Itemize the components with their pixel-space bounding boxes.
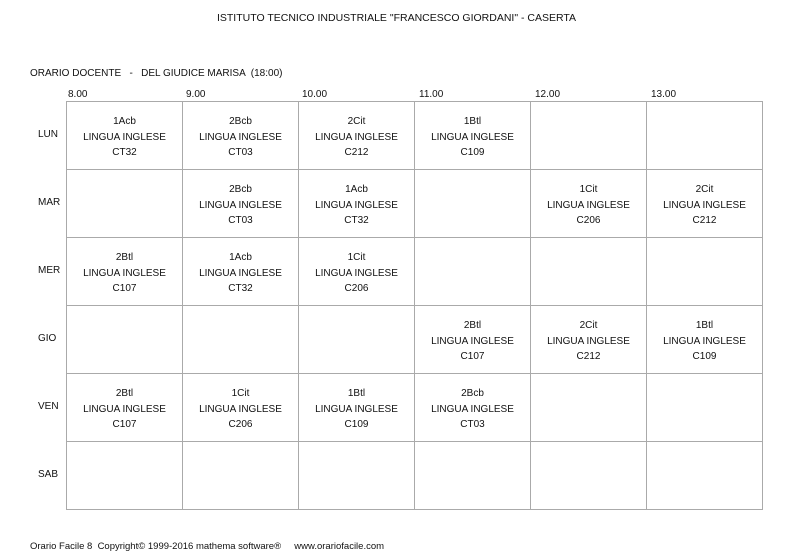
lesson-room: C107 (112, 283, 137, 294)
lesson-room: CT32 (112, 147, 137, 158)
lesson-subject: LINGUA INGLESE (199, 199, 282, 211)
lesson-cell (183, 102, 299, 170)
lesson-subject: LINGUA INGLESE (83, 131, 166, 143)
day-label: SAB (38, 469, 59, 480)
lesson-cell (183, 238, 299, 306)
lesson-cell (67, 238, 183, 306)
lesson-cell (67, 102, 183, 170)
lesson-cell (647, 170, 763, 238)
lesson-class: 2Bcb (229, 116, 252, 127)
lesson-class: 2Btl (463, 320, 482, 331)
time-header: 8.00 (68, 89, 88, 100)
empty-cell (299, 442, 415, 510)
timetable-grid (66, 101, 763, 510)
lesson-content (647, 306, 762, 365)
lesson-class: 1Btl (463, 116, 482, 127)
lesson-room: C212 (576, 351, 601, 362)
empty-cell (415, 170, 531, 238)
lesson-class: 2Cit (347, 116, 366, 127)
lesson-cell (415, 102, 531, 170)
lesson-class: 1Cit (579, 184, 598, 195)
lesson-class: 1Acb (113, 116, 136, 127)
lesson-content (299, 374, 414, 433)
time-header: 9.00 (186, 89, 206, 100)
day-label: LUN (38, 129, 59, 140)
lesson-class: 2Btl (115, 388, 134, 399)
lesson-content (299, 170, 414, 229)
teacher-line: ORARIO DOCENTE - DEL GIUDICE MARISA (18:00) (30, 68, 283, 79)
lesson-cell (299, 374, 415, 442)
empty-cell (299, 306, 415, 374)
lesson-subject: LINGUA INGLESE (431, 335, 514, 347)
lesson-content (299, 102, 414, 161)
lesson-room: C206 (576, 215, 601, 226)
lesson-room: C212 (344, 147, 369, 158)
day-label: MER (38, 265, 61, 276)
timetable-row (67, 306, 763, 374)
empty-cell (531, 238, 647, 306)
lesson-class: 2Cit (695, 184, 714, 195)
lesson-room: CT03 (228, 215, 253, 226)
lesson-cell (299, 170, 415, 238)
lesson-cell (67, 374, 183, 442)
lesson-subject: LINGUA INGLESE (431, 131, 514, 143)
timetable-row (67, 102, 763, 170)
empty-cell (67, 442, 183, 510)
lesson-room: C206 (344, 283, 369, 294)
lesson-room: CT32 (344, 215, 369, 226)
lesson-cell (647, 306, 763, 374)
empty-cell (647, 238, 763, 306)
day-label: VEN (38, 401, 59, 412)
lesson-room: C212 (692, 215, 717, 226)
lesson-room: C109 (460, 147, 485, 158)
lesson-subject: LINGUA INGLESE (431, 403, 514, 415)
school-title: ISTITUTO TECNICO INDUSTRIALE "FRANCESCO GIORDANI" - CASERTA (216, 12, 577, 24)
lesson-content (183, 102, 298, 161)
empty-cell (67, 306, 183, 374)
lesson-cell (299, 238, 415, 306)
empty-cell (415, 442, 531, 510)
lesson-cell (299, 102, 415, 170)
lesson-class: 2Bcb (461, 388, 484, 399)
lesson-content (67, 238, 182, 297)
lesson-subject: LINGUA INGLESE (547, 335, 630, 347)
time-header: 13.00 (651, 89, 677, 100)
timetable-row (67, 170, 763, 238)
lesson-class: 1Acb (345, 184, 368, 195)
lesson-room: C107 (460, 351, 485, 362)
lesson-subject: LINGUA INGLESE (83, 267, 166, 279)
lesson-subject: LINGUA INGLESE (663, 335, 746, 347)
empty-cell (531, 442, 647, 510)
timetable-row (67, 238, 763, 306)
lesson-room: CT32 (228, 283, 253, 294)
time-header: 11.00 (419, 89, 444, 100)
lesson-subject: LINGUA INGLESE (199, 267, 282, 279)
lesson-content (415, 102, 530, 161)
empty-cell (647, 442, 763, 510)
day-label: GIO (38, 333, 57, 344)
empty-cell (67, 170, 183, 238)
lesson-class: 2Bcb (229, 184, 252, 195)
lesson-content (299, 238, 414, 297)
lesson-class: 2Btl (115, 252, 134, 263)
lesson-subject: LINGUA INGLESE (199, 131, 282, 143)
lesson-subject: LINGUA INGLESE (315, 267, 398, 279)
lesson-subject: LINGUA INGLESE (315, 131, 398, 143)
lesson-subject: LINGUA INGLESE (315, 403, 398, 415)
lesson-class: 1Btl (695, 320, 714, 331)
lesson-subject: LINGUA INGLESE (83, 403, 166, 415)
time-header: 10.00 (302, 89, 328, 100)
lesson-content (183, 374, 298, 433)
lesson-content (531, 306, 646, 365)
lesson-cell (183, 374, 299, 442)
lesson-room: CT03 (228, 147, 253, 158)
empty-cell (183, 306, 299, 374)
lesson-content (415, 374, 530, 433)
timetable-row (67, 374, 763, 442)
footer-copyright: Orario Facile 8 Copyright© 1999-2016 mathema software® www.orariofacile.com (30, 541, 385, 552)
lesson-cell (531, 170, 647, 238)
lesson-subject: LINGUA INGLESE (547, 199, 630, 211)
lesson-class: 1Cit (231, 388, 250, 399)
lesson-cell (415, 306, 531, 374)
lesson-content (647, 170, 762, 229)
lesson-subject: LINGUA INGLESE (315, 199, 398, 211)
empty-cell (415, 238, 531, 306)
empty-cell (183, 442, 299, 510)
lesson-class: 1Btl (347, 388, 366, 399)
lesson-class: 1Acb (229, 252, 252, 263)
lesson-content (183, 170, 298, 229)
empty-cell (647, 102, 763, 170)
lesson-content (531, 170, 646, 229)
lesson-room: CT03 (460, 419, 485, 430)
lesson-room: C206 (228, 419, 253, 430)
time-header: 12.00 (535, 89, 561, 100)
lesson-room: C109 (692, 351, 717, 362)
lesson-class: 1Cit (347, 252, 366, 263)
lesson-content (67, 374, 182, 433)
lesson-content (67, 102, 182, 161)
empty-cell (531, 374, 647, 442)
lesson-class: 2Cit (579, 320, 598, 331)
lesson-cell (183, 170, 299, 238)
lesson-subject: LINGUA INGLESE (199, 403, 282, 415)
lesson-content (415, 306, 530, 365)
lesson-cell (415, 374, 531, 442)
lesson-room: C107 (112, 419, 137, 430)
timetable-row (67, 442, 763, 510)
lesson-content (183, 238, 298, 297)
lesson-room: C109 (344, 419, 369, 430)
empty-cell (531, 102, 647, 170)
day-label: MAR (38, 197, 61, 208)
lesson-subject: LINGUA INGLESE (663, 199, 746, 211)
empty-cell (647, 374, 763, 442)
lesson-cell (531, 306, 647, 374)
